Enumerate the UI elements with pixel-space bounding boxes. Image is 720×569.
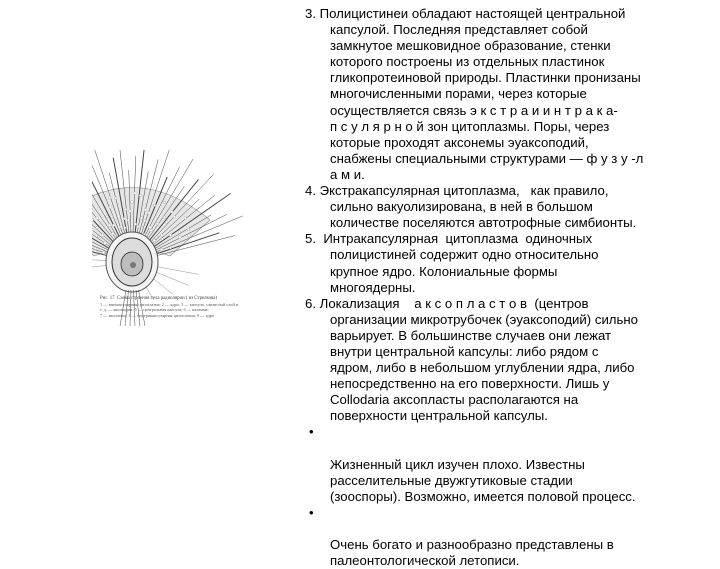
vacuole [148,226,151,229]
vacuole [143,220,146,223]
vacuole [169,246,172,249]
bullet-item-life-cycle [305,424,715,504]
vacuole [112,232,115,235]
vacuole [163,216,166,219]
vacuole [179,236,182,239]
vacuole [129,210,132,213]
item-first-line: 6. Локализация а к с о п л а с т о в (центров [305,295,589,311]
vacuole [114,197,117,200]
vacuole [165,221,168,224]
vacuole [188,234,191,237]
vacuole [124,208,127,211]
nucleolus [130,262,136,268]
vacuole [127,219,130,222]
vacuole [134,192,137,195]
vacuole [148,212,151,215]
vacuole [101,234,104,237]
slide-text [305,6,715,569]
vacuole [169,234,172,237]
vacuole [92,218,94,221]
vacuole [93,208,96,211]
vacuole [153,204,156,207]
figure-caption-line: 1 — внекапсулярная цитоплазма; 2 — ядро; 3 — капсула, слизистый слой и [100,301,239,307]
item-body: капсулой. Последняя представляет собой замкнутое мешковидное образование, стенки которого построены из отдельных пластинок гликопротеиновой природы. Пластинки пронизаны многочисленными порами, через которые осуществляется связь э к с т р а и и н т р а к а- п с у л я р н о й зон цитоплазмы. Поры, через которые проходят аксонемы эуаксоподий, снабжены специальными структурами — ф у з у -л а м и. [330,22,644,182]
vacuole [161,238,164,241]
vacuole [144,208,147,211]
vacuole [110,215,113,218]
figure-caption [100,296,278,318]
figure-caption-line: т. д. — аксоподии; 5 — центральная капсула; 6 — каламма; [100,307,209,312]
bullet-text: Очень богато и разнообразно представлены в палеонтологической летописи. [330,537,614,569]
vacuole [160,248,163,251]
vacuole [150,229,153,232]
vacuole [92,228,94,231]
vacuole [160,234,163,237]
item-body: организации микротрубочек (эуаксоподий) сильно варьирует. В большинстве случаев они лежат внутри центральной капсулы: либо рядом с ядром, либо в небольшом углублении ядра, либо непосредственно на его поверхности. Лишь у Collodaria аксопласты располагаются на поверхности центральной капсулы. [330,311,638,424]
figure-caption-line: 7 — аксонемы; 8 — внутрикапсулярная цитоплазма; 9 — ядро [100,312,215,318]
vacuole [173,216,176,219]
vacuole [164,201,167,204]
vacuole [184,217,187,220]
vacuole [102,251,105,254]
bullet-item-fossil-record [305,505,715,569]
list-item-3 [305,6,715,183]
vacuole [108,224,111,227]
vacuole [123,227,126,230]
vacuole [120,225,123,228]
item-body: сильно вакуолизирована, в ней в большом количестве поселяются автотрофные симбионты. [330,199,637,231]
list-item-4 [305,183,715,231]
vacuole [131,201,134,204]
vacuole [113,224,116,227]
vacuole [97,235,100,238]
vacuole [96,217,99,220]
figure-caption-title: Рис. 17. Схема строения тела радиолярии ( из Стрелкова) [100,296,217,301]
vacuole [134,223,137,226]
item-first-line: 4. Экстракапсулярная цитоплазма, как правило, [305,183,609,199]
list-item-6 [305,296,715,425]
vacuole [109,206,112,209]
vacuole [96,226,99,229]
bullet-icon: • [309,424,314,440]
item-first-line: 3. Полицистинеи обладают настоящей центральной [305,6,626,21]
vacuole [139,194,142,197]
vacuole [104,242,107,245]
vacuole [156,222,159,225]
vacuole [106,215,109,218]
item-body: полицистиней содержит одно относительно крупное ядро. Колониальные формы многоядерны. [330,247,599,295]
vacuole [178,231,181,234]
vacuole [94,247,97,250]
bullet-icon: • [309,504,314,520]
item-first-line: 5. Интракапсулярная цитоплазма одиночных [305,231,593,247]
vacuole [123,217,126,220]
vacuole [137,225,140,228]
vacuole [171,211,174,214]
vacuole [153,239,156,242]
vacuole [187,228,190,231]
vacuole [140,217,143,220]
bullet-text: Жизненный цикл изучен плохо. Известны расселительные двужгутиковые стадии (зооспоры). Возможно, имеется половой процесс. [330,456,636,504]
list-item-5 [305,231,715,295]
vacuole [108,197,111,200]
